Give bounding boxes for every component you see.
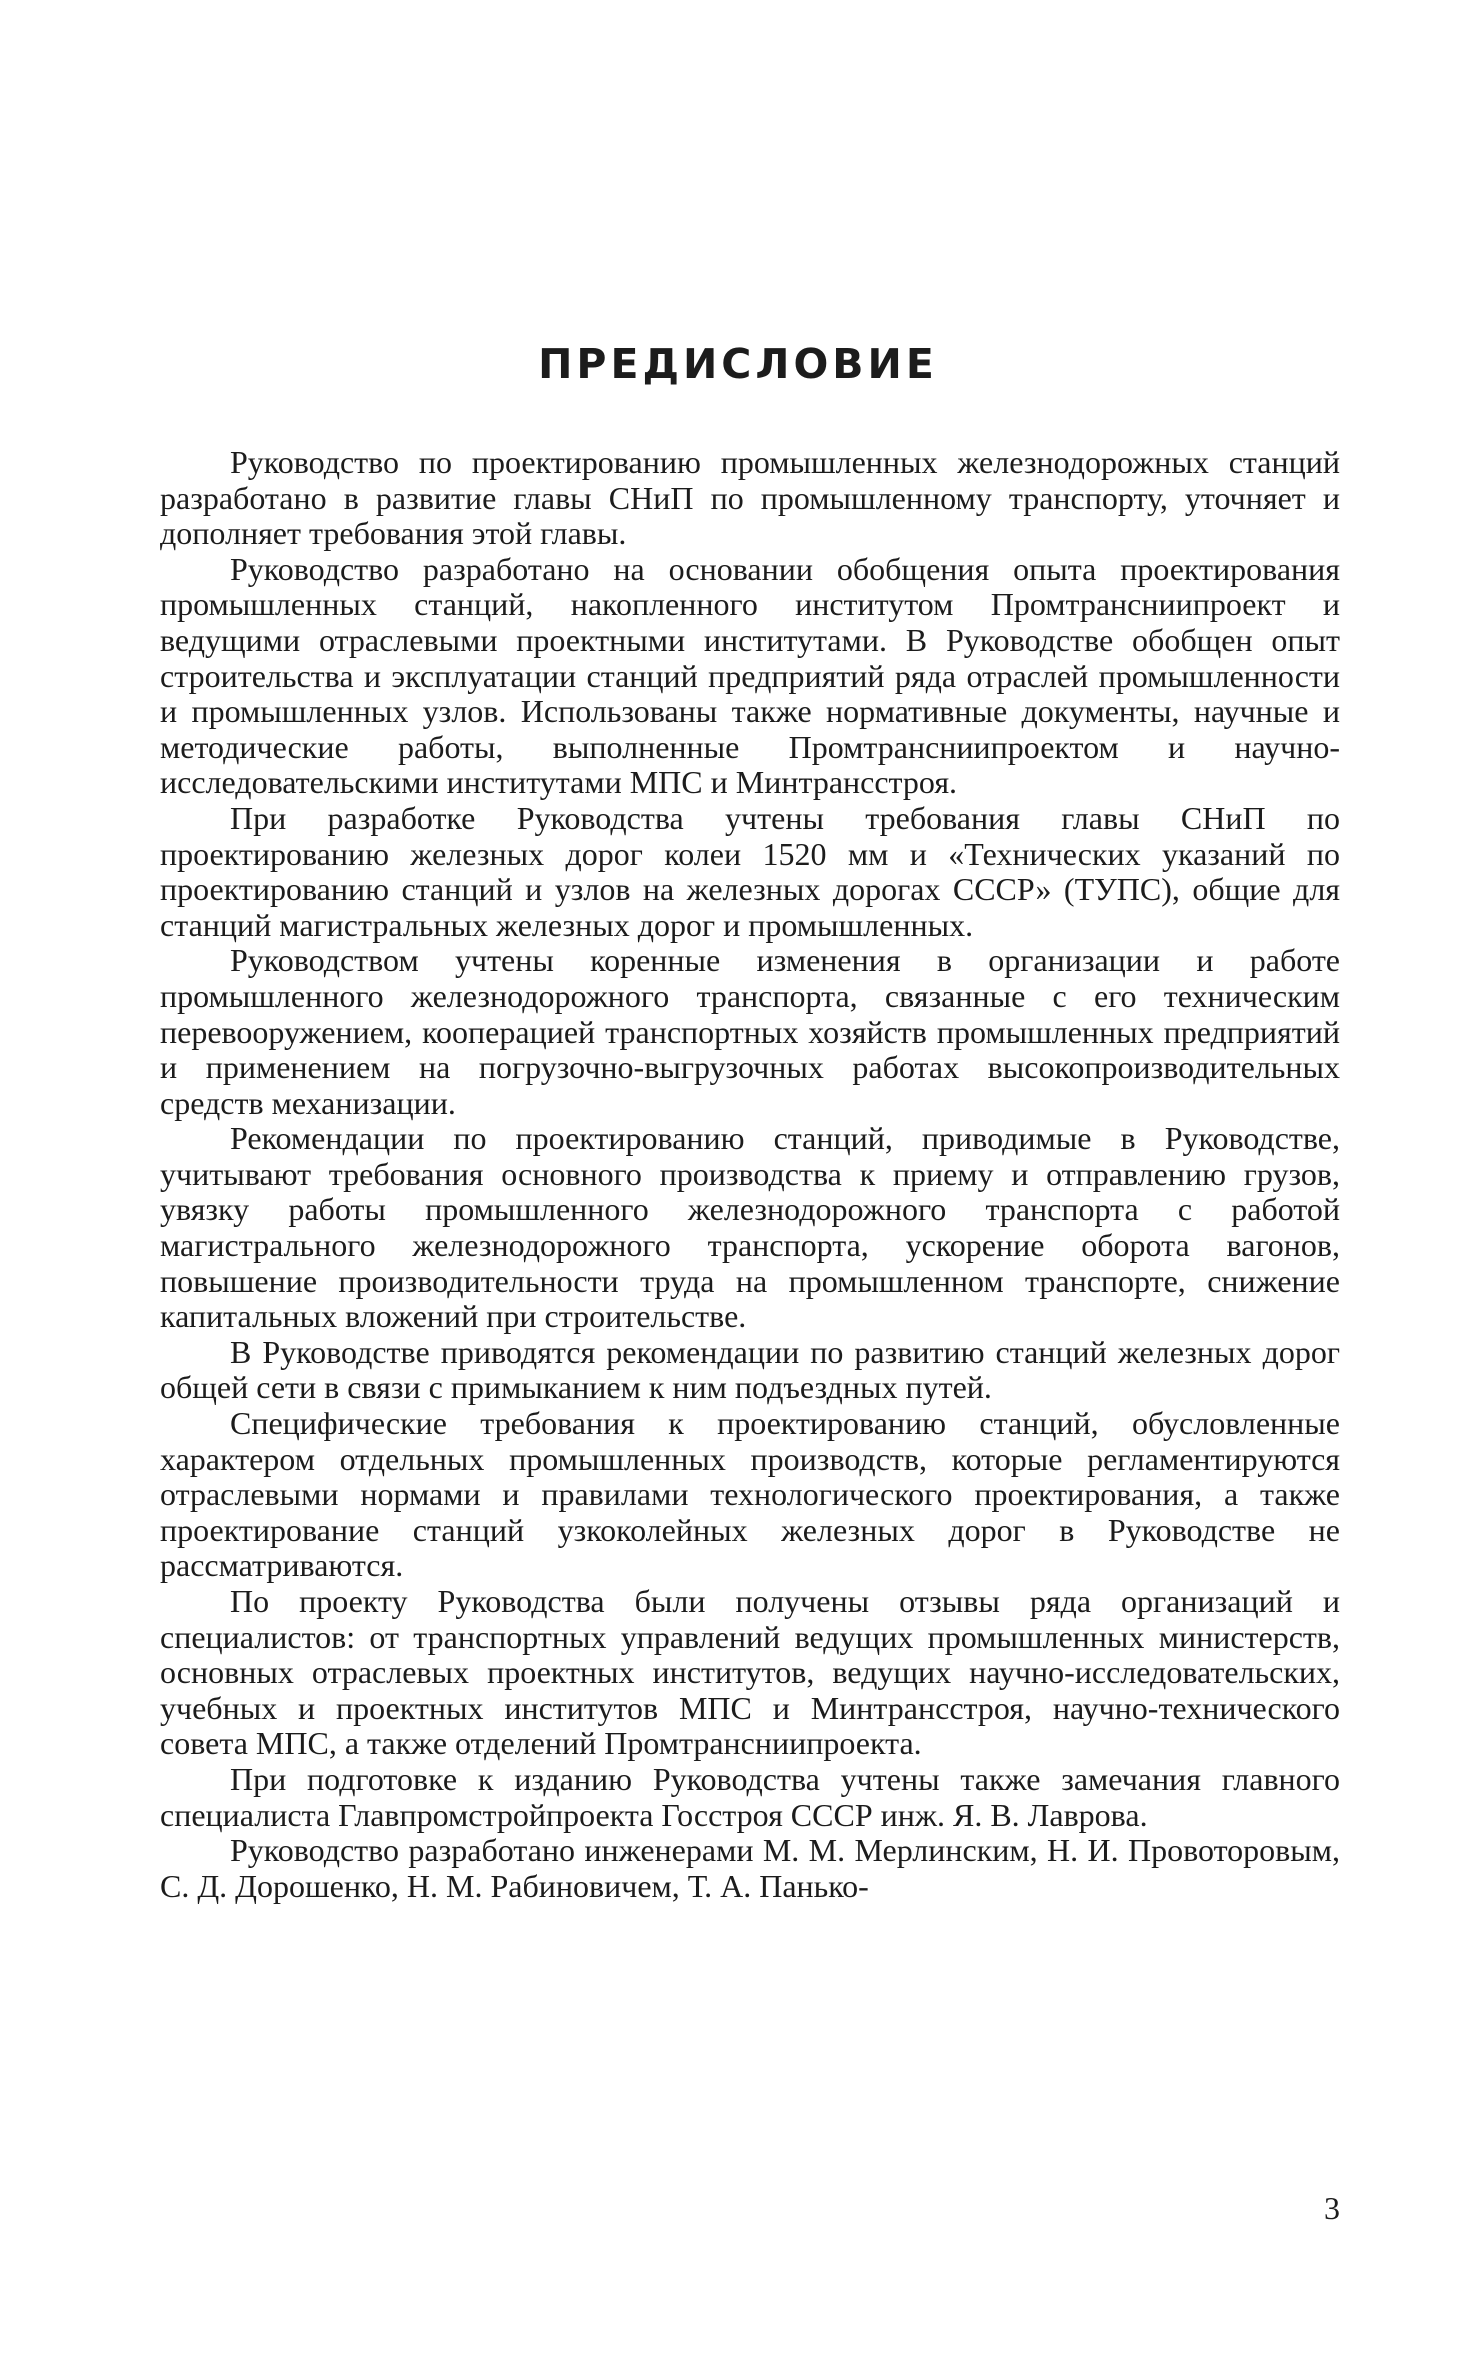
page-title: ПРЕДИСЛОВИЕ: [538, 340, 938, 388]
paragraph: Руководство разработано на основании обобщения опыта проектирования промышленных станций, накопленного институтом Промтрансниипроект и ведущими отраслевыми проектными институтами. В Руководстве обобщен опыт строительства и эксплуатации станций предприятий ряда отраслей промышленности и промышленных узлов. Использованы также нормативные документы, научные и методические работы, выполненные Промтрансниипроектом и научно-исследовательскими институтами МПС и Минтрансстроя.: [160, 550, 1340, 801]
paragraph: Рекомендации по проектированию станций, приводимые в Руководстве, учитывают требования основного производства к приему и отправлению грузов, увязку работы промышленного железнодорожного транспорта с работой магистрального железнодорожного транспорта, ускорение оборота вагонов, повышение производительности труда на промышленном транспорте, снижение капитальных вложений при строительстве.: [160, 1120, 1340, 1335]
paragraph: По проекту Руководства были получены отзывы ряда организаций и специалистов: от транспортных управлений ведущих промышленных министерств, основных отраслевых проектных институтов, ведущих научно-исследовательских, учебных и проектных институтов МПС и Минтрансстроя, научно-технического совета МПС, а также отделений Промтрансниипроекта.: [160, 1583, 1340, 1762]
page-number: 3: [1324, 2190, 1340, 2226]
paragraph: Руководство по проектированию промышленных железнодорожных станций разработано в развитие главы СНиП по промышленному транспорту, уточняет и дополняет требования этой главы.: [160, 444, 1340, 552]
paragraph: При разработке Руководства учтены требования главы СНиП по проектированию железных дорог колеи 1520 мм и «Технических указаний по проектированию станций и узлов на железных дорогах СССР» (ТУПС), общие для станций магистральных железных дорог и промышленных.: [160, 799, 1340, 943]
paragraph: При подготовке к изданию Руководства учтены также замечания главного специалиста Главпромстройпроекта Госстроя СССР инж. Я. В. Лаврова.: [160, 1760, 1340, 1833]
paragraph: В Руководстве приводятся рекомендации по развитию станций железных дорог общей сети в связи с примыканием к ним подъездных путей.: [160, 1333, 1340, 1406]
paragraph: Руководством учтены коренные изменения в организации и работе промышленного железнодорожного транспорта, связанные с его техническим перевооружением, кооперацией транспортных хозяйств промышленных предприятий и применением на погрузочно-выгрузочных работах высокопроизводительных средств механизации.: [160, 942, 1340, 1121]
paragraph: Специфические требования к проектированию станций, обусловленные характером отдельных промышленных производств, которые регламентируются отраслевыми нормами и правилами технологического проектирования, а также проектирование станций узкоколейных железных дорог в Руководстве не рассматриваются.: [160, 1405, 1340, 1584]
paragraph: Руководство разработано инженерами М. М. Мерлинским, Н. И. Провоторовым, С. Д. Дорошенко, Н. М. Рабиновичем, Т. А. Панько-: [160, 1832, 1340, 1904]
preface-body: [160, 445, 1340, 1904]
